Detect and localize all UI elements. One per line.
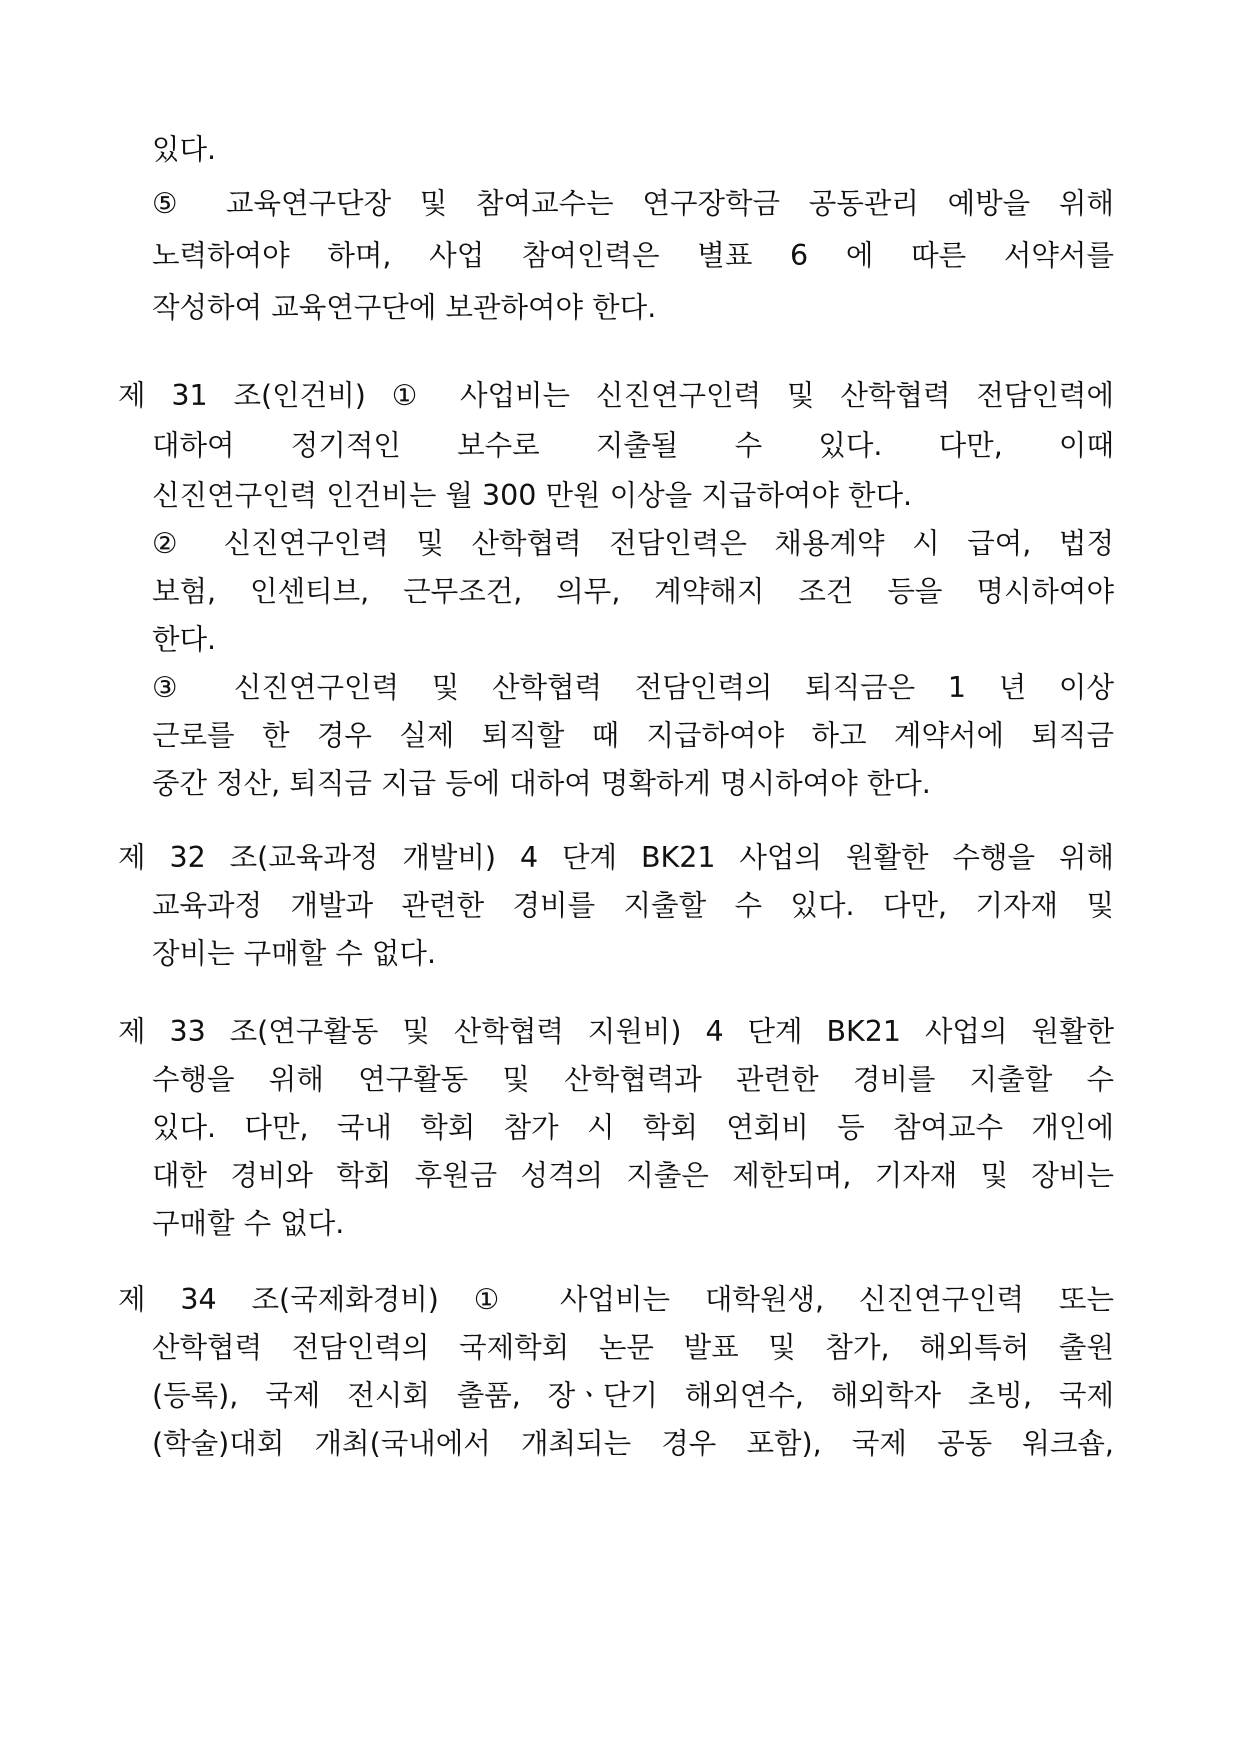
text-line: 있다. 다만, 국내 학회 참가 시 학회 연회비 등 참여교수 개인에 [152, 1111, 1114, 1144]
text-line: 산학협력 전담인력의 국제학회 논문 발표 및 참가, 해외특허 출원 [152, 1331, 1114, 1364]
text-line: 보험, 인센티브, 근무조건, 의무, 계약해지 조건 등을 명시하여야 [152, 575, 1114, 608]
text-line: 노력하여야 하며, 사업 참여인력은 별표 6 에 따른 서약서를 [152, 239, 1114, 272]
text-line: 한다. [152, 623, 217, 656]
text-line: 장비는 구매할 수 없다. [152, 937, 437, 970]
article-heading-line: 제 32 조(교육과정 개발비) 4 단계 BK21 사업의 원활한 수행을 위해 [118, 841, 1114, 874]
text-line: 수행을 위해 연구활동 및 산학협력과 관련한 경비를 지출할 수 [152, 1063, 1114, 1096]
text-line: 작성하여 교육연구단에 보관하여야 한다. [152, 291, 657, 324]
text-line: 신진연구인력 인건비는 월 300 만원 이상을 지급하여야 한다. [152, 479, 913, 512]
text-line: ② 신진연구인력 및 산학협력 전담인력은 채용계약 시 급여, 법정 [152, 527, 1114, 560]
article-heading-line: 제 34 조(국제화경비) ① 사업비는 대학원생, 신진연구인력 또는 [118, 1283, 1114, 1316]
article-heading-line: 제 33 조(연구활동 및 산학협력 지원비) 4 단계 BK21 사업의 원활한 [118, 1015, 1114, 1048]
text-line: 구매할 수 없다. [152, 1207, 345, 1240]
text-line: 대한 경비와 학회 후원금 성격의 지출은 제한되며, 기자재 및 장비는 [152, 1159, 1114, 1192]
text-line: (등록), 국제 전시회 출품, 장ㆍ단기 해외연수, 해외학자 초빙, 국제 [152, 1379, 1114, 1412]
text-line: 대하여 정기적인 보수로 지출될 수 있다. 다만, 이때 [152, 429, 1114, 462]
text-line: (학술)대회 개최(국내에서 개최되는 경우 포함), 국제 공동 워크숍, [152, 1427, 1114, 1460]
text-line: 근로를 한 경우 실제 퇴직할 때 지급하여야 하고 계약서에 퇴직금 [152, 719, 1114, 752]
article-heading-line: 제 31 조(인건비) ① 사업비는 신진연구인력 및 산학협력 전담인력에 [118, 379, 1114, 412]
text-line: 교육과정 개발과 관련한 경비를 지출할 수 있다. 다만, 기자재 및 [152, 889, 1114, 922]
text-line: ③ 신진연구인력 및 산학협력 전담인력의 퇴직금은 1 년 이상 [152, 671, 1114, 704]
text-line: 중간 정산, 퇴직금 지급 등에 대하여 명확하게 명시하여야 한다. [152, 767, 931, 800]
text-line: 있다. [152, 133, 217, 166]
text-line: ⑤ 교육연구단장 및 참여교수는 연구장학금 공동관리 예방을 위해 [152, 187, 1114, 220]
